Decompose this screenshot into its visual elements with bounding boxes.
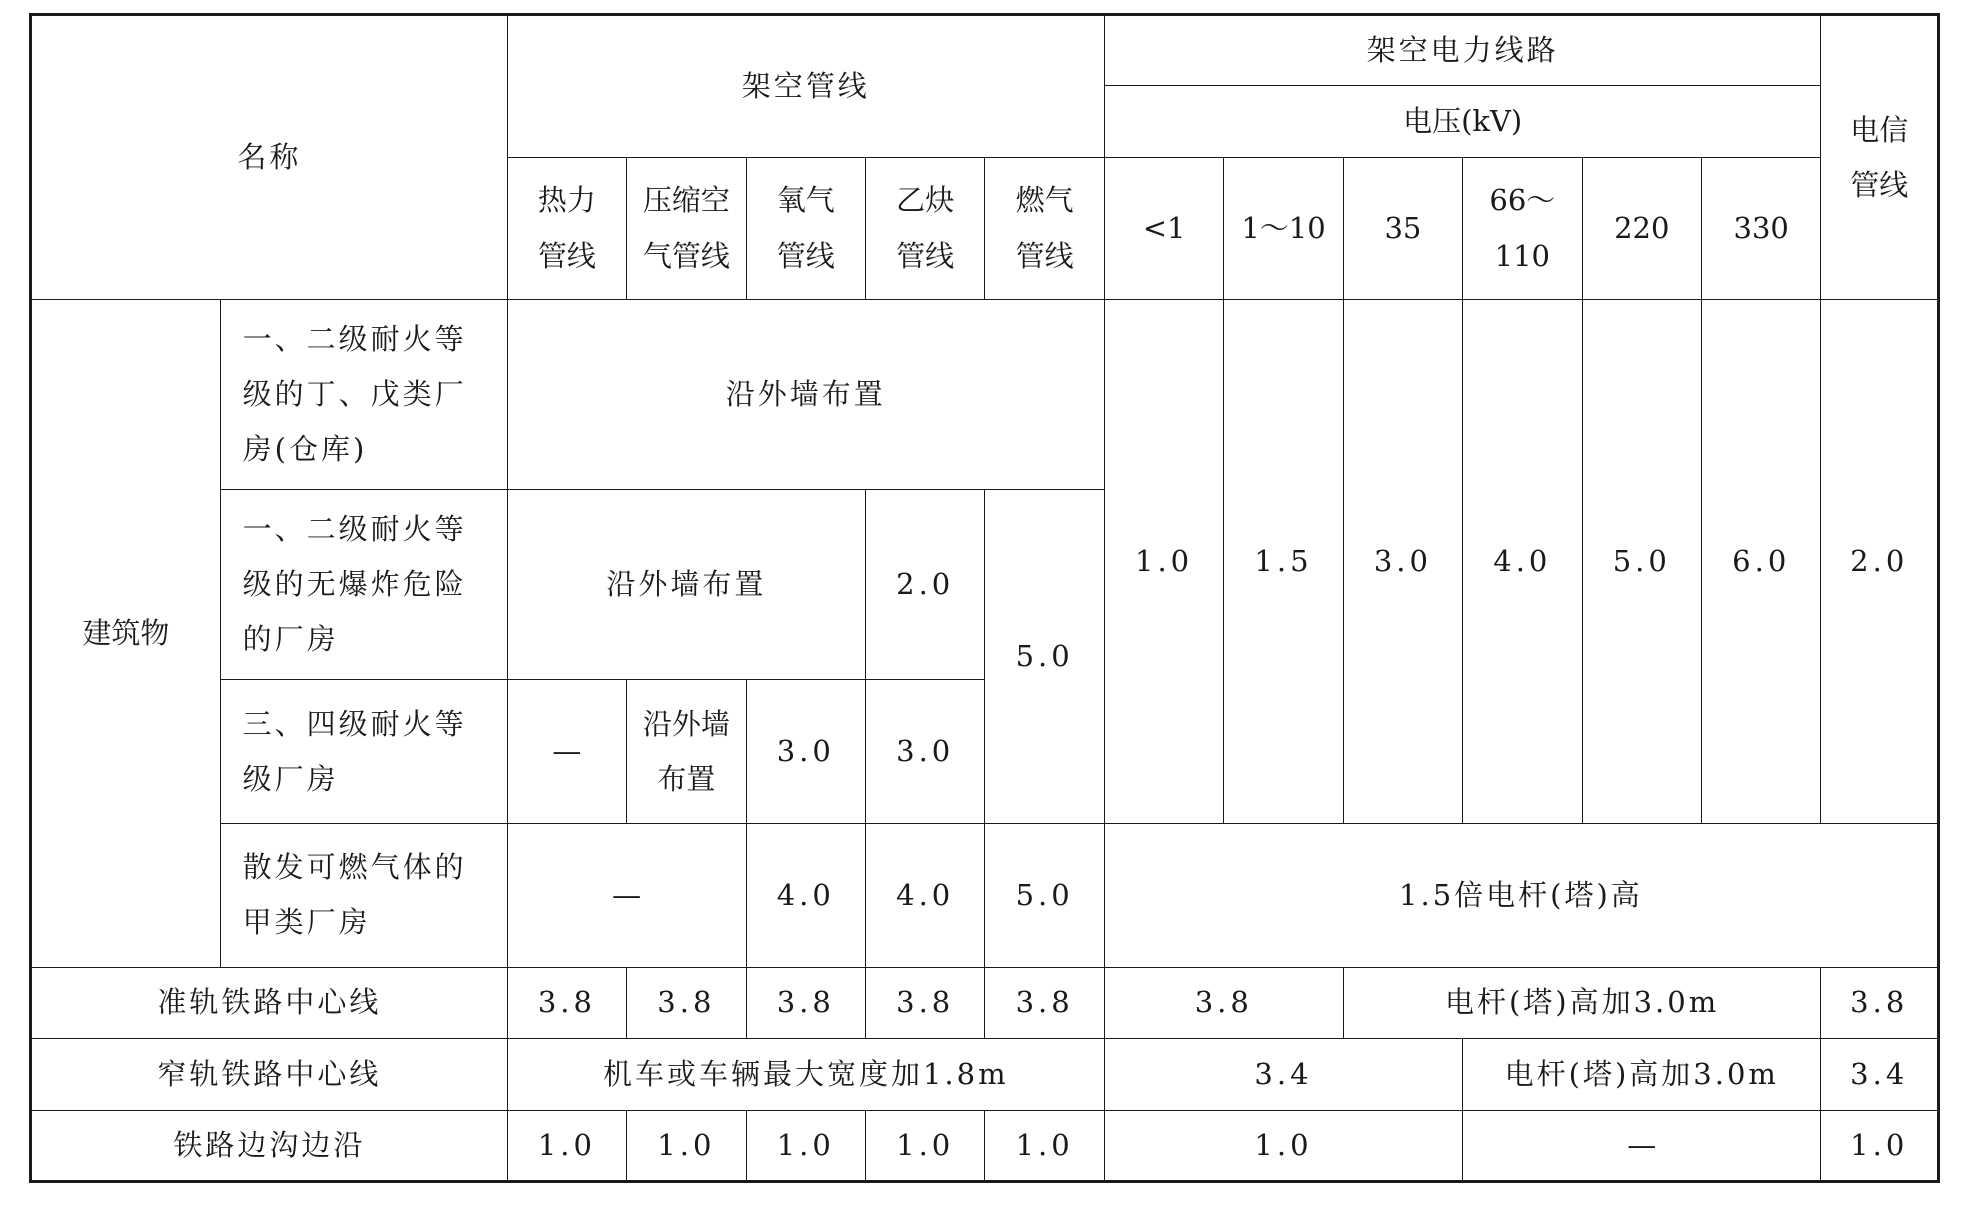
ditch-acetylene: 1.0 bbox=[865, 1110, 984, 1181]
ditch-air: 1.0 bbox=[627, 1110, 746, 1181]
row-standard-gauge-label: 准轨铁路中心线 bbox=[31, 967, 508, 1038]
header-pipe-acetylene: 乙炔管线 bbox=[865, 157, 984, 300]
narrow-gauge-power-high: 电杆(塔)高加3.0m bbox=[1463, 1039, 1821, 1110]
ditch-power-low: 1.0 bbox=[1104, 1110, 1462, 1181]
row-building-r2-acetylene: 2.0 bbox=[865, 490, 984, 680]
header-pipe-air: 压缩空气管线 bbox=[627, 157, 746, 300]
header-name: 名称 bbox=[31, 15, 508, 300]
row-building-r4-desc: 散发可燃气体的甲类厂房 bbox=[220, 824, 507, 968]
row-building-r3-acetylene: 3.0 bbox=[865, 680, 984, 824]
standard-gauge-heat: 3.8 bbox=[507, 967, 626, 1038]
row-building-r1-pipes: 沿外墙布置 bbox=[507, 300, 1104, 490]
row-building-r4-heat-air: — bbox=[507, 824, 746, 968]
header-voltage-3: 35 bbox=[1343, 157, 1462, 300]
row-building-r1-desc: 一、二级耐火等级的丁、戊类厂房(仓库) bbox=[220, 300, 507, 490]
building-power-1: 1.0 bbox=[1104, 300, 1223, 824]
header-voltage: 电压(kV) bbox=[1104, 86, 1821, 157]
row-narrow-gauge-label: 窄轨铁路中心线 bbox=[31, 1039, 508, 1110]
building-power-5: 5.0 bbox=[1582, 300, 1701, 824]
building-power-2: 1.5 bbox=[1224, 300, 1343, 824]
header-voltage-6: 330 bbox=[1701, 157, 1821, 300]
standard-gauge-power-high: 电杆(塔)高加3.0m bbox=[1343, 967, 1821, 1038]
building-telecom: 2.0 bbox=[1821, 300, 1939, 824]
clearance-table bbox=[29, 13, 1940, 1183]
row-building-r3-desc: 三、四级耐火等级厂房 bbox=[220, 680, 507, 824]
standard-gauge-gas: 3.8 bbox=[985, 967, 1104, 1038]
header-pipe-oxygen: 氧气管线 bbox=[746, 157, 865, 300]
row-building-r3-oxygen: 3.0 bbox=[746, 680, 865, 824]
ditch-gas: 1.0 bbox=[985, 1110, 1104, 1181]
standard-gauge-power-low: 3.8 bbox=[1104, 967, 1343, 1038]
header-pipe-gas: 燃气管线 bbox=[985, 157, 1104, 300]
row-building-r2-gas: 5.0 bbox=[985, 490, 1104, 824]
header-pipe-heat: 热力管线 bbox=[507, 157, 626, 300]
header-voltage-1: <1 bbox=[1104, 157, 1223, 300]
row-ditch-label: 铁路边沟边沿 bbox=[31, 1110, 508, 1181]
header-overhead-pipes: 架空管线 bbox=[507, 15, 1104, 158]
building-power-4: 4.0 bbox=[1463, 300, 1582, 824]
header-overhead-power: 架空电力线路 bbox=[1104, 15, 1821, 86]
narrow-gauge-telecom: 3.4 bbox=[1821, 1039, 1939, 1110]
standard-gauge-telecom: 3.8 bbox=[1821, 967, 1939, 1038]
ditch-oxygen: 1.0 bbox=[746, 1110, 865, 1181]
row-building-r2-pipes: 沿外墙布置 bbox=[507, 490, 865, 680]
standard-gauge-oxygen: 3.8 bbox=[746, 967, 865, 1038]
building-power-6: 6.0 bbox=[1701, 300, 1821, 824]
row-building-r4-acetylene: 4.0 bbox=[865, 824, 984, 968]
header-voltage-4: 66～110 bbox=[1463, 157, 1582, 300]
header-telecom: 电信管线 bbox=[1821, 15, 1939, 300]
row-building-label: 建筑物 bbox=[31, 300, 221, 967]
row-building-r2-desc: 一、二级耐火等级的无爆炸危险的厂房 bbox=[220, 490, 507, 680]
building-power-3: 3.0 bbox=[1343, 300, 1462, 824]
ditch-heat: 1.0 bbox=[507, 1110, 626, 1181]
row-building-r3-air: 沿外墙布置 bbox=[627, 680, 746, 824]
narrow-gauge-power-low: 3.4 bbox=[1104, 1039, 1462, 1110]
row-building-r4-gas: 5.0 bbox=[985, 824, 1104, 968]
narrow-gauge-pipes: 机车或车辆最大宽度加1.8m bbox=[507, 1039, 1104, 1110]
standard-gauge-air: 3.8 bbox=[627, 967, 746, 1038]
standard-gauge-acetylene: 3.8 bbox=[865, 967, 984, 1038]
header-voltage-5: 220 bbox=[1582, 157, 1701, 300]
row-building-r3-heat: — bbox=[507, 680, 626, 824]
row-building-r4-power: 1.5倍电杆(塔)高 bbox=[1104, 824, 1938, 968]
ditch-power-high: — bbox=[1463, 1110, 1821, 1181]
row-building-r4-oxygen: 4.0 bbox=[746, 824, 865, 968]
header-voltage-2: 1～10 bbox=[1224, 157, 1343, 300]
ditch-telecom: 1.0 bbox=[1821, 1110, 1939, 1181]
